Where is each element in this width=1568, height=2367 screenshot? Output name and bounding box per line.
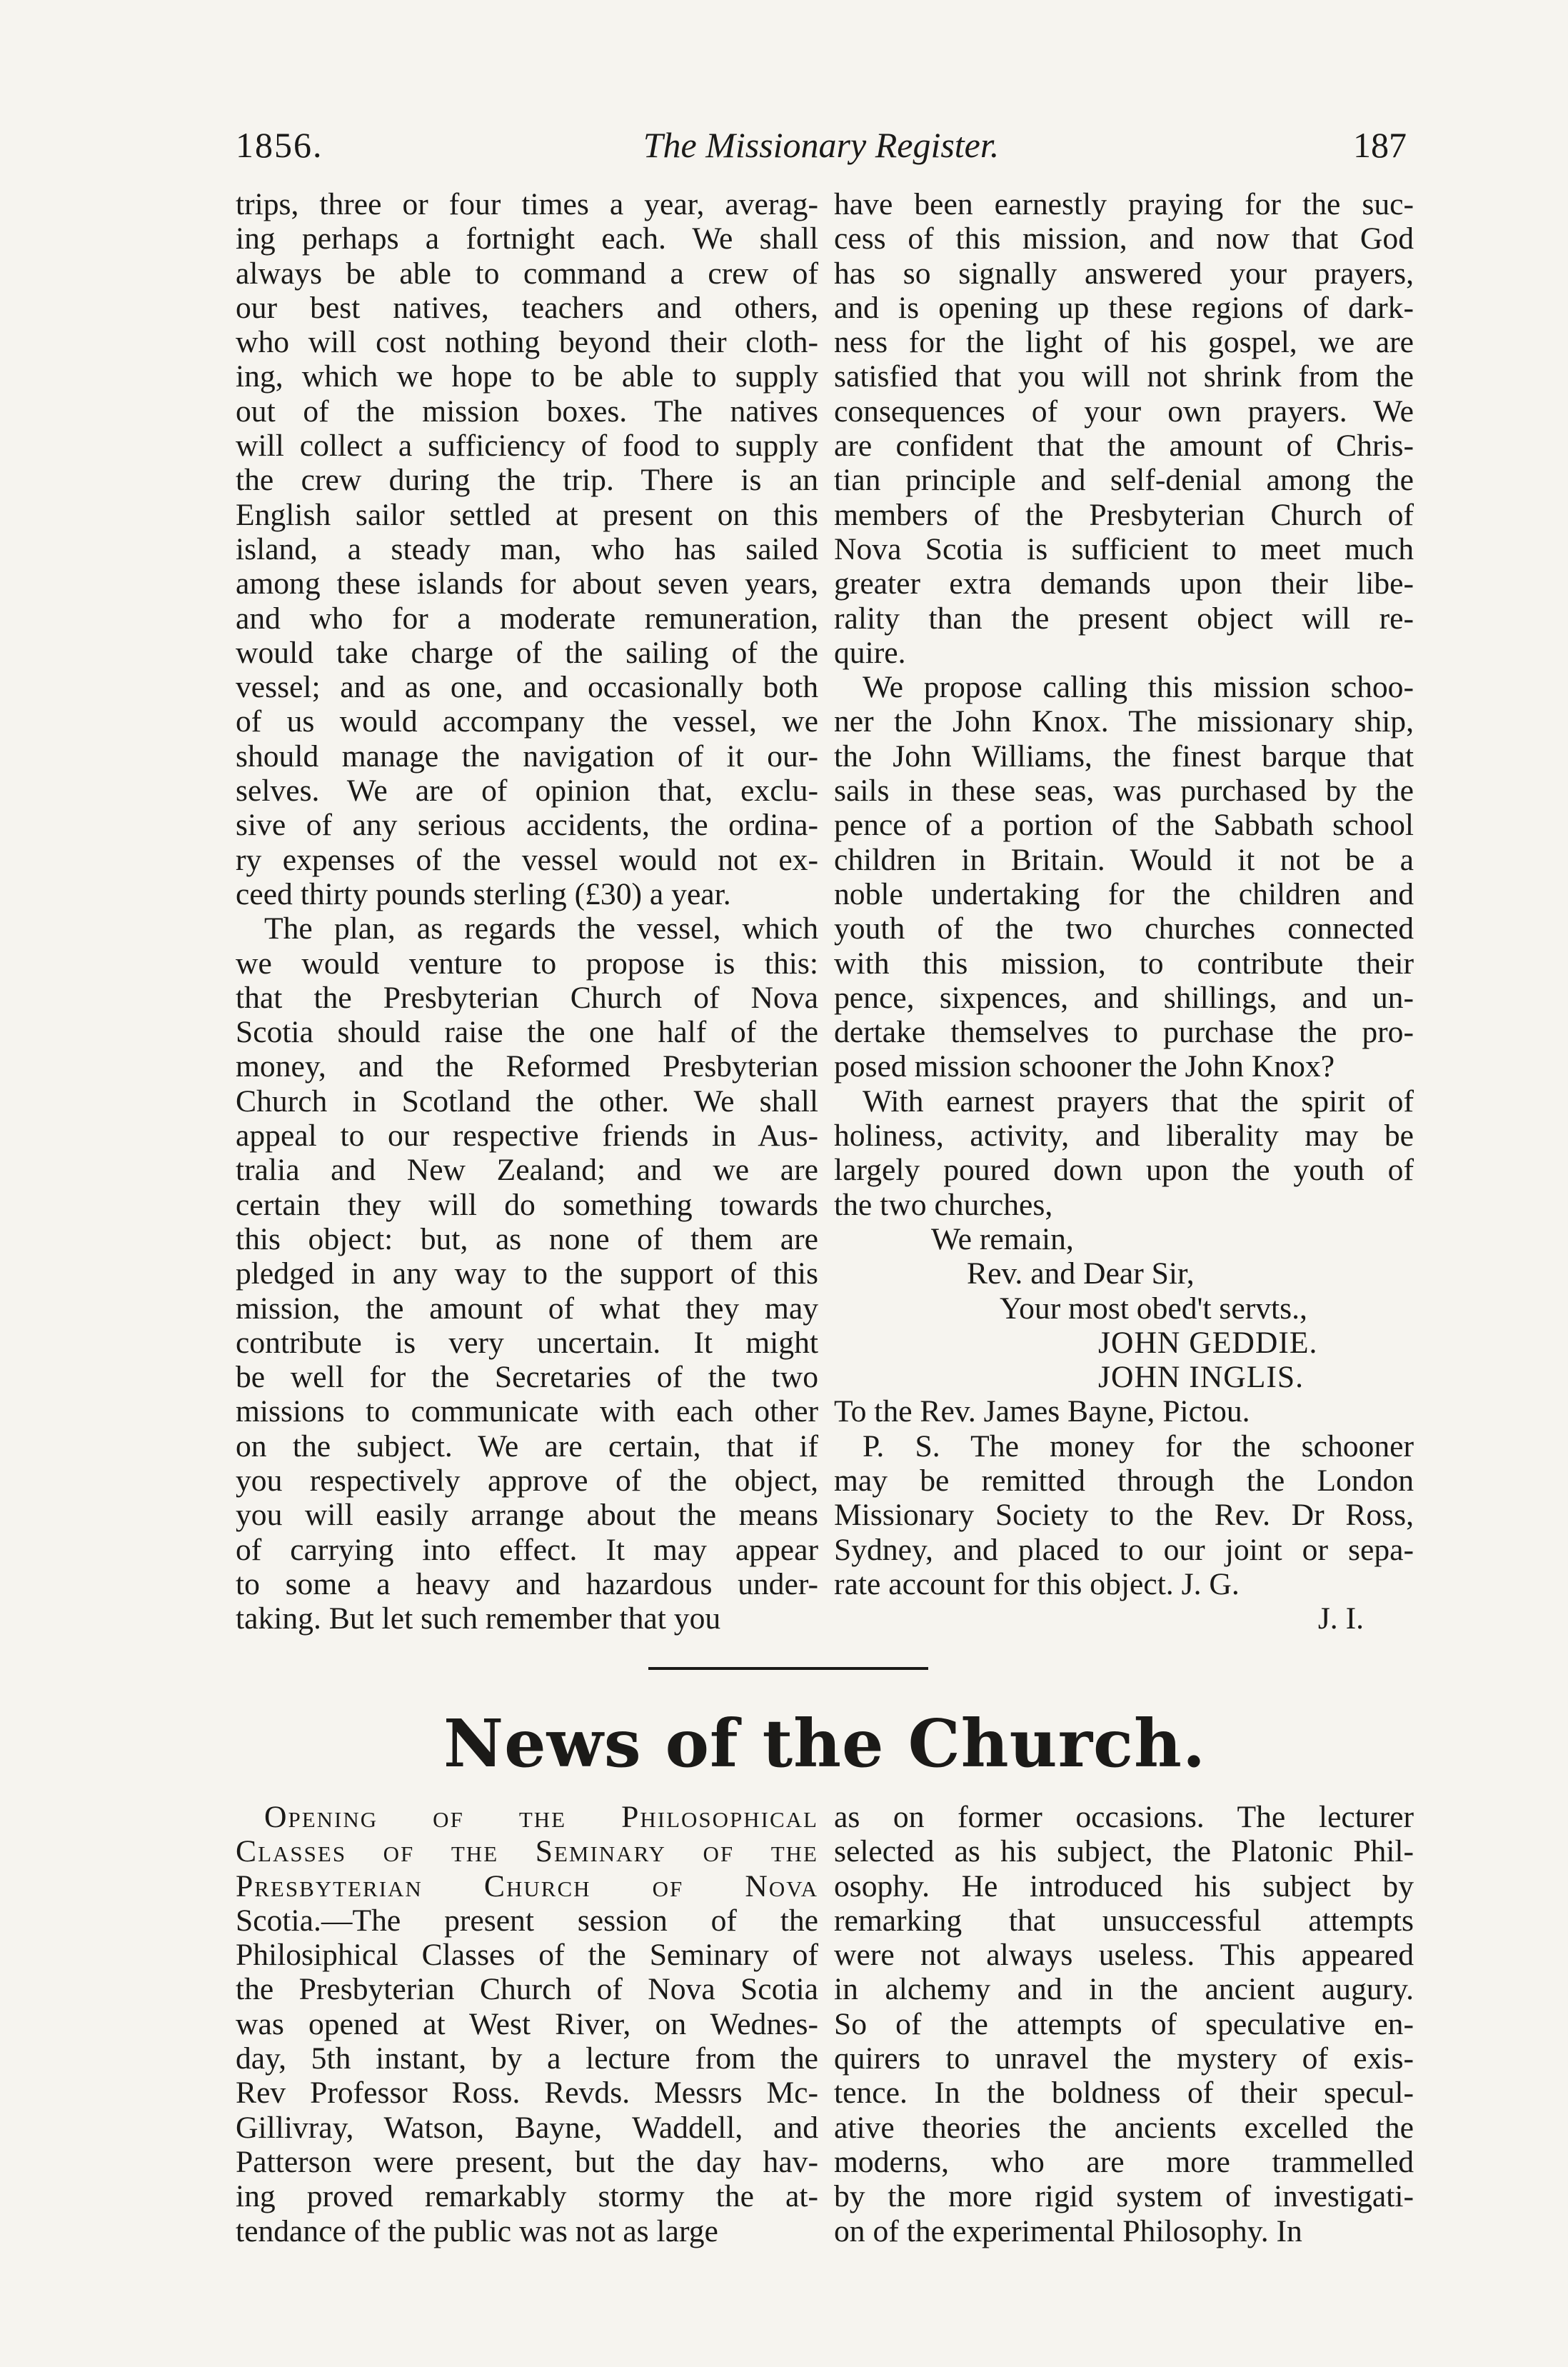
text-line: youth of the two churches connected [834, 911, 1414, 946]
text-line: pence of a portion of the Sabbath school [834, 808, 1414, 843]
text-line: Rev. and Dear Sir, [967, 1256, 1195, 1291]
text-line: the crew during the trip. There is an [236, 463, 818, 498]
text-line: Scotia should raise the one half of the [236, 1015, 818, 1050]
text-line: as on former occasions. The lecturer [834, 1800, 1414, 1834]
text-line: quire. [834, 635, 906, 670]
text-line: JOHN GEDDIE. [1098, 1325, 1318, 1360]
page-number: 187 [1353, 125, 1407, 165]
text-line: sive of any serious accidents, the ordina- [236, 808, 818, 843]
text-line: with this mission, to contribute their [834, 946, 1414, 981]
text-line: Philosiphical Classes of the Seminary of [236, 1938, 818, 1973]
text-line: on of the experimental Philosophy. In [834, 2213, 1302, 2248]
text-line: Gillivray, Watson, Bayne, Waddell, and [236, 2110, 818, 2145]
text-line: rate account for this object. J. G. [834, 1566, 1240, 1601]
letter-column-right [834, 187, 1414, 1636]
text-line: vessel; and as one, and occasionally both [236, 670, 818, 705]
text-line: day, 5th instant, by a lecture from the [236, 2041, 818, 2076]
text-line: Classes of the Seminary of the [236, 1834, 818, 1869]
text-line: Patterson were present, but the day hav- [236, 2144, 818, 2179]
news-column-right [834, 1800, 1414, 2248]
text-line: pence, sixpences, and shillings, and un- [834, 980, 1414, 1015]
text-line: With earnest prayers that the spirit of [863, 1084, 1414, 1119]
text-line: were not always useless. This appeared [834, 1938, 1414, 1973]
text-line: was opened at West River, on Wednes- [236, 2006, 818, 2041]
text-line: greater extra demands upon their libe- [834, 566, 1414, 601]
text-line: posed mission schooner the John Knox? [834, 1049, 1335, 1084]
text-line: you will easily arrange about the means [236, 1498, 818, 1533]
text-line: ry expenses of the vessel would not ex- [236, 842, 818, 877]
text-line: ness for the light of his gospel, we are [834, 325, 1414, 360]
text-line: ing proved remarkably stormy the at- [236, 2179, 818, 2214]
text-line: quirers to unravel the mystery of exis- [834, 2041, 1414, 2076]
text-line: you respectively approve of the object, [236, 1463, 818, 1498]
text-line: tian principle and self-denial among the [834, 463, 1414, 498]
text-line: we would venture to propose is this: [236, 946, 818, 981]
text-line: are confident that the amount of Chris- [834, 429, 1414, 464]
text-line: to some a heavy and hazardous under- [236, 1566, 818, 1601]
text-line: of us would accompany the vessel, we [236, 704, 818, 739]
text-line: of carrying into effect. It may appear [236, 1532, 818, 1567]
text-line: will collect a sufficiency of food to supply [236, 429, 818, 464]
text-line: on the subject. We are certain, that if [236, 1428, 818, 1463]
text-line: Your most obed't servts., [1000, 1291, 1307, 1326]
text-line: would take charge of the sailing of the [236, 635, 818, 670]
text-line: should manage the navigation of it our- [236, 739, 818, 774]
text-line: ceed thirty pounds sterling (£30) a year. [236, 876, 731, 911]
text-line: out of the mission boxes. The natives [236, 394, 818, 429]
text-line: tendance of the public was not as large [236, 2213, 718, 2248]
text-line: certain they will do something towards [236, 1187, 818, 1222]
text-line: Presbyterian Church of Nova [236, 1868, 818, 1903]
text-line: English sailor settled at present on this [236, 497, 818, 532]
text-line: pledged in any way to the support of this [236, 1256, 818, 1291]
text-line: ative theories the ancients excelled the [834, 2110, 1414, 2145]
news-column-left [236, 1800, 818, 2248]
text-line: members of the Presbyterian Church of [834, 497, 1414, 532]
text-line: the two churches, [834, 1187, 1053, 1222]
text-line: Sydney, and placed to our joint or sepa- [834, 1532, 1414, 1567]
text-line: To the Rev. James Bayne, Pictou. [834, 1394, 1250, 1429]
text-line: ing, which we hope to be able to supply [236, 359, 818, 394]
text-line: Scotia.—The present session of the [236, 1903, 818, 1938]
text-line: mission, the amount of what they may [236, 1291, 818, 1326]
text-line: ing perhaps a fortnight each. We shall [236, 221, 818, 256]
text-line: and who for a moderate remuneration, [236, 601, 818, 636]
text-line: We remain, [931, 1221, 1074, 1256]
text-line: Rev Professor Ross. Revds. Messrs Mc- [236, 2076, 818, 2111]
letter-column-left [236, 187, 818, 1636]
text-line: So of the attempts of speculative en- [834, 2006, 1414, 2041]
text-line: have been earnestly praying for the suc- [834, 187, 1414, 221]
text-line: The plan, as regards the vessel, which [264, 911, 818, 946]
text-line: by the more rigid system of investigati- [834, 2179, 1414, 2214]
text-line: cess of this mission, and now that God [834, 221, 1414, 256]
text-line: sails in these seas, was purchased by the [834, 774, 1414, 809]
text-line: missions to communicate with each other [236, 1394, 818, 1429]
text-line: trips, three or four times a year, averag- [236, 187, 818, 221]
text-line: selected as his subject, the Platonic Phil- [834, 1834, 1414, 1869]
text-line: P. S. The money for the schooner [863, 1428, 1414, 1463]
text-line: Missionary Society to the Rev. Dr Ross, [834, 1498, 1414, 1533]
text-line: moderns, who are more trammelled [834, 2144, 1414, 2179]
text-line: children in Britain. Would it not be a [834, 842, 1414, 877]
text-line: our best natives, teachers and others, [236, 290, 818, 325]
text-line: Church in Scotland the other. We shall [236, 1084, 818, 1119]
text-line: in alchemy and in the ancient augury. [834, 1972, 1414, 2007]
text-line: contribute is very uncertain. It might [236, 1325, 818, 1360]
text-line: dertake themselves to purchase the pro- [834, 1015, 1414, 1050]
section-divider [648, 1667, 928, 1670]
text-line: J. I. [1317, 1601, 1364, 1636]
text-line: rality than the present object will re- [834, 601, 1414, 636]
section-title: News of the Church. [443, 1705, 1206, 1782]
text-line: this object: but, as none of them are [236, 1221, 818, 1256]
text-line: JOHN INGLIS. [1098, 1360, 1305, 1395]
text-line: osophy. He introduced his subject by [834, 1868, 1414, 1903]
text-line: may be remitted through the London [834, 1463, 1414, 1498]
text-line: largely poured down upon the youth of [834, 1153, 1414, 1188]
journal-title: The Missionary Register. [643, 125, 1000, 165]
text-line: among these islands for about seven years, [236, 566, 818, 601]
header-year: 1856. [236, 125, 323, 165]
text-line: island, a steady man, who has sailed [236, 531, 818, 566]
text-line: We propose calling this mission schoo- [863, 670, 1414, 705]
text-line: who will cost nothing beyond their cloth- [236, 325, 818, 360]
text-line: holiness, activity, and liberality may be [834, 1119, 1414, 1154]
text-line: noble undertaking for the children and [834, 876, 1414, 911]
text-line: has so signally answered your prayers, [834, 256, 1414, 291]
text-line: the John Williams, the finest barque that [834, 739, 1414, 774]
text-line: taking. But let such remember that you [236, 1601, 721, 1636]
text-line: the Presbyterian Church of Nova Scotia [236, 1972, 818, 2007]
text-line: selves. We are of opinion that, exclu- [236, 774, 818, 809]
text-line: ner the John Knox. The missionary ship, [834, 704, 1414, 739]
text-line: remarking that unsuccessful attempts [834, 1903, 1414, 1938]
text-line: appeal to our respective friends in Aus- [236, 1119, 818, 1154]
text-line: tralia and New Zealand; and we are [236, 1153, 818, 1188]
text-line: always be able to command a crew of [236, 256, 818, 291]
text-line: and is opening up these regions of dark- [834, 290, 1414, 325]
text-line: consequences of your own prayers. We [834, 394, 1414, 429]
text-line: Nova Scotia is sufficient to meet much [834, 531, 1414, 566]
text-line: that the Presbyterian Church of Nova [236, 980, 818, 1015]
text-line: money, and the Reformed Presbyterian [236, 1049, 818, 1084]
text-line: be well for the Secretaries of the two [236, 1360, 818, 1395]
text-line: satisfied that you will not shrink from the [834, 359, 1414, 394]
running-header [236, 120, 1407, 170]
text-line: tence. In the boldness of their specul- [834, 2076, 1414, 2111]
text-line: Opening of the Philosophical [264, 1800, 818, 1834]
